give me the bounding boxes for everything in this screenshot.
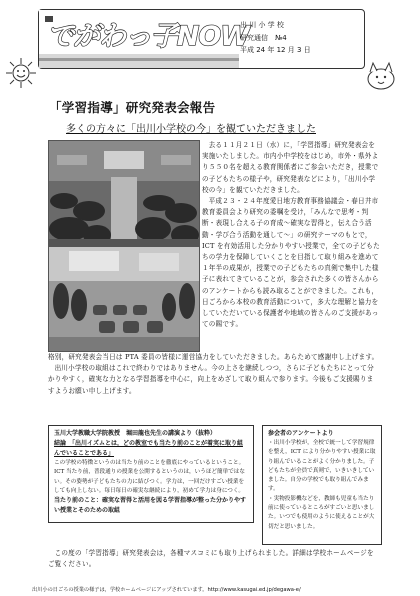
- article-side-column: [202, 140, 380, 330]
- lecture-conclusion: 結論 「出川イズムとは，どの教室でも当たり前のことが着実に取り組んでいることである」: [54, 440, 243, 457]
- survey-item: ・出川小学校が，全校で統一して学習規律を整え，ICT により分かりやすい授業に取り組んでいることがよく分かりました。子どもたちが全員で真剣で，いきいきしていました。自分の学校でも取り組んでみます。: [268, 440, 376, 493]
- lecture-note: 当たり前のこと：確実な習得と活用を図る学習指導が整った分かりやすい授業とそのための取組: [54, 497, 247, 515]
- lecture-box-header: 玉川大学教職大学院教授 堀田龍也先生の講演より（抜粋）: [54, 430, 217, 437]
- presentation-hall-photo: [48, 140, 200, 246]
- newsletter-title: でがわっ子NOW: [47, 21, 250, 52]
- survey-box-header: 参会者のアンケートより: [268, 430, 334, 437]
- bulletin-info: [240, 19, 311, 57]
- issue-date: 平成 24 年 12 月 3 日: [240, 46, 311, 54]
- article-paragraph: 平成２３・２４年度愛日地方教育事務協議会・春日井市教育委員会より研究の委嘱を受け，「みんなで思考・判断・表現し合える子の育成～確実な習得と，伝え合う活動・学び合う活動を通して～」の研究テーマのもとで，ICT を有効活用した分かりやすい授業で，全ての子どもたちの学力を保障していくことを目指して取り組みを進めて１年半の成果が，授業での子どもたちの真剣で集中した様子に表れてきていることが，参会された多くの皆さんからのアンケートからも読み取ることができました。これも，日ごろから本校の教育活動について，多大な理解と協力をしていただいている保護者や地域の皆さんのご支援があっての賜です。: [202, 197, 380, 329]
- school-name: 出 川 小 学 校: [240, 21, 284, 29]
- article-paragraph: 出川小学校の取組はこれで終わりではありません。今の上さを継続しつつ，さらに子どもたちにとって分かりやすく，確実な力となる学習指導を中心に，向上をめざして取り組んで参ります。今後もご支援賜りますようお願い申し上げます。: [48, 364, 374, 395]
- sun-mascot-icon: [2, 56, 40, 90]
- closing-section: [48, 548, 380, 570]
- classroom-lesson-photo: [48, 246, 200, 352]
- survey-results-box: [262, 425, 382, 545]
- article-paragraph: 格別，研究発表会当日は PTA 委員の皆様に運営協力をしていただきました。あらためて感謝申し上げます。: [48, 353, 379, 361]
- footer-website-note[interactable]: 出川小の日ごろの授業の様子は，学校ホームページにアップされています。http://www.kasugai.ed.jp/degawa-e/: [32, 587, 301, 593]
- lecture-excerpt-box: [48, 425, 254, 523]
- survey-item: ・実物投影機などを，教師も児童も当たり前に使っているところがすごいと思いました。いつでも使用のように使えることが大切だと思いました。: [268, 495, 375, 530]
- article-paragraph: 去る１１月２１日（水）に，「学習指導」研究発表会を実施いたしました。市内小中学校をはじめ，市外・県外より５５０名を超える教育関係者にご参会いただき，授業での子どもたちの様子や，研究発表などにより，「出川小学校の今」を観ていただきました。: [202, 141, 379, 194]
- article-full-width: [48, 352, 380, 397]
- closing-paragraph: この度の「学習指導」研究発表会は，各種マスコミにも取り上げられました。詳細は学校ホームページをご覧ください。: [48, 549, 374, 569]
- bulletin-number: 研究通信 №4: [240, 33, 287, 42]
- character-mascot-icon: [364, 60, 398, 92]
- lecture-body: この学校の特徴というのは当たり前のことを徹底にやっているということ。ICT 当たり前，普段通りの授業を公開するというのは，いうほど簡単ではない。その姿勢が子どもたちの力に結びつく。学力は，一回だけすごい授業をしても向上しない。毎日毎日の確実な継続により，初めて学力は身につく。: [54, 460, 245, 494]
- article-subheadline: 多くの方々に「出川小学校の今」を観ていただきました: [66, 124, 316, 135]
- article-headline: 「学習指導」研究発表会報告: [49, 100, 216, 115]
